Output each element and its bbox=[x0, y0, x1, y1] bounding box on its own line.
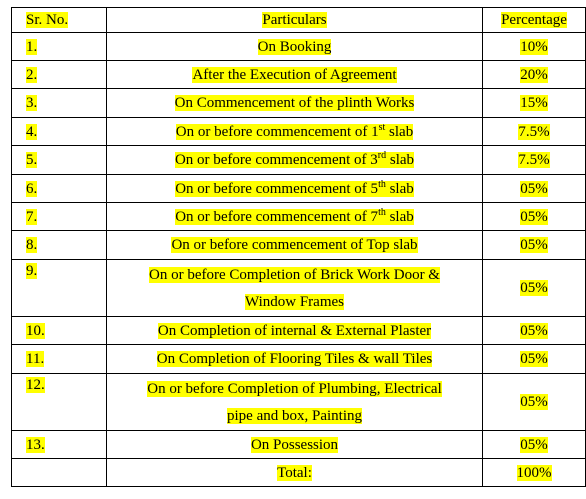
total-percentage: 100% bbox=[516, 464, 552, 481]
table-row bbox=[12, 118, 586, 146]
row-sr: 13. bbox=[26, 436, 45, 453]
row-particulars: On Possession bbox=[250, 436, 339, 453]
row-percentage: 05% bbox=[520, 180, 548, 197]
header-row bbox=[12, 8, 586, 33]
row-particulars: On or before commencement of 7th slab bbox=[175, 206, 414, 225]
row-percentage: 05% bbox=[520, 280, 548, 296]
row-particulars: On Booking bbox=[257, 38, 332, 55]
row-percentage: 05% bbox=[520, 436, 548, 453]
row-sr: 9. bbox=[26, 263, 38, 279]
table-row bbox=[12, 89, 586, 118]
row-particulars: On or before commencement of Top slab bbox=[171, 237, 418, 253]
table-row bbox=[12, 317, 586, 345]
table-row bbox=[12, 374, 586, 431]
table-row bbox=[12, 203, 586, 231]
table-row bbox=[12, 431, 586, 459]
row-percentage: 15% bbox=[520, 95, 548, 111]
row-sr: 1. bbox=[26, 38, 38, 55]
row-particulars: On Completion of internal & External Plaster bbox=[157, 322, 432, 339]
table-row bbox=[12, 33, 586, 61]
row-sr: 4. bbox=[26, 123, 38, 140]
row-percentage: 05% bbox=[520, 208, 548, 225]
row-percentage: 05% bbox=[520, 394, 548, 410]
table-row bbox=[12, 61, 586, 89]
row-percentage: 7.5% bbox=[518, 152, 550, 168]
row-percentage: 7.5% bbox=[518, 123, 550, 140]
row-sr: 8. bbox=[26, 237, 38, 253]
row-sr: 6. bbox=[26, 180, 38, 197]
row-sr: 10. bbox=[26, 322, 45, 339]
row-particulars: On Completion of Flooring Tiles & wall Tiles bbox=[156, 351, 433, 367]
header-particulars: Particulars bbox=[107, 8, 483, 33]
table-row bbox=[12, 231, 586, 260]
header-sr-no: Sr. No. bbox=[12, 8, 107, 33]
total-label: Total: bbox=[277, 464, 312, 481]
row-percentage: 05% bbox=[520, 237, 548, 253]
row-sr: 7. bbox=[26, 208, 38, 225]
payment-schedule-table bbox=[11, 7, 586, 487]
header-percentage: Percentage bbox=[483, 8, 586, 33]
row-sr: 11. bbox=[26, 351, 45, 367]
row-particulars: On or before commencement of 5th slab bbox=[175, 178, 414, 197]
row-particulars: On or before commencement of 3rd slab bbox=[174, 150, 415, 168]
row-percentage: 05% bbox=[520, 351, 548, 367]
row-sr: 3. bbox=[26, 95, 38, 111]
row-percentage: 05% bbox=[520, 322, 548, 339]
total-row bbox=[12, 459, 586, 487]
row-percentage: 10% bbox=[520, 38, 548, 55]
row-particulars: After the Execution of Agreement bbox=[192, 66, 397, 83]
table-row bbox=[12, 175, 586, 203]
table-row bbox=[12, 345, 586, 374]
row-particulars: On Commencement of the plinth Works bbox=[174, 95, 415, 111]
row-particulars: On or before Completion of Plumbing, Electrical pipe and box, Painting bbox=[147, 380, 442, 424]
row-particulars: On or before Completion of Brick Work Door & Window Frames bbox=[149, 266, 440, 310]
table-row bbox=[12, 146, 586, 175]
row-percentage: 20% bbox=[520, 66, 548, 83]
row-sr: 2. bbox=[26, 66, 38, 83]
row-particulars: On or before commencement of 1st slab bbox=[175, 121, 414, 140]
row-sr: 5. bbox=[26, 152, 38, 168]
row-sr: 12. bbox=[26, 377, 45, 393]
table-row bbox=[12, 260, 586, 317]
